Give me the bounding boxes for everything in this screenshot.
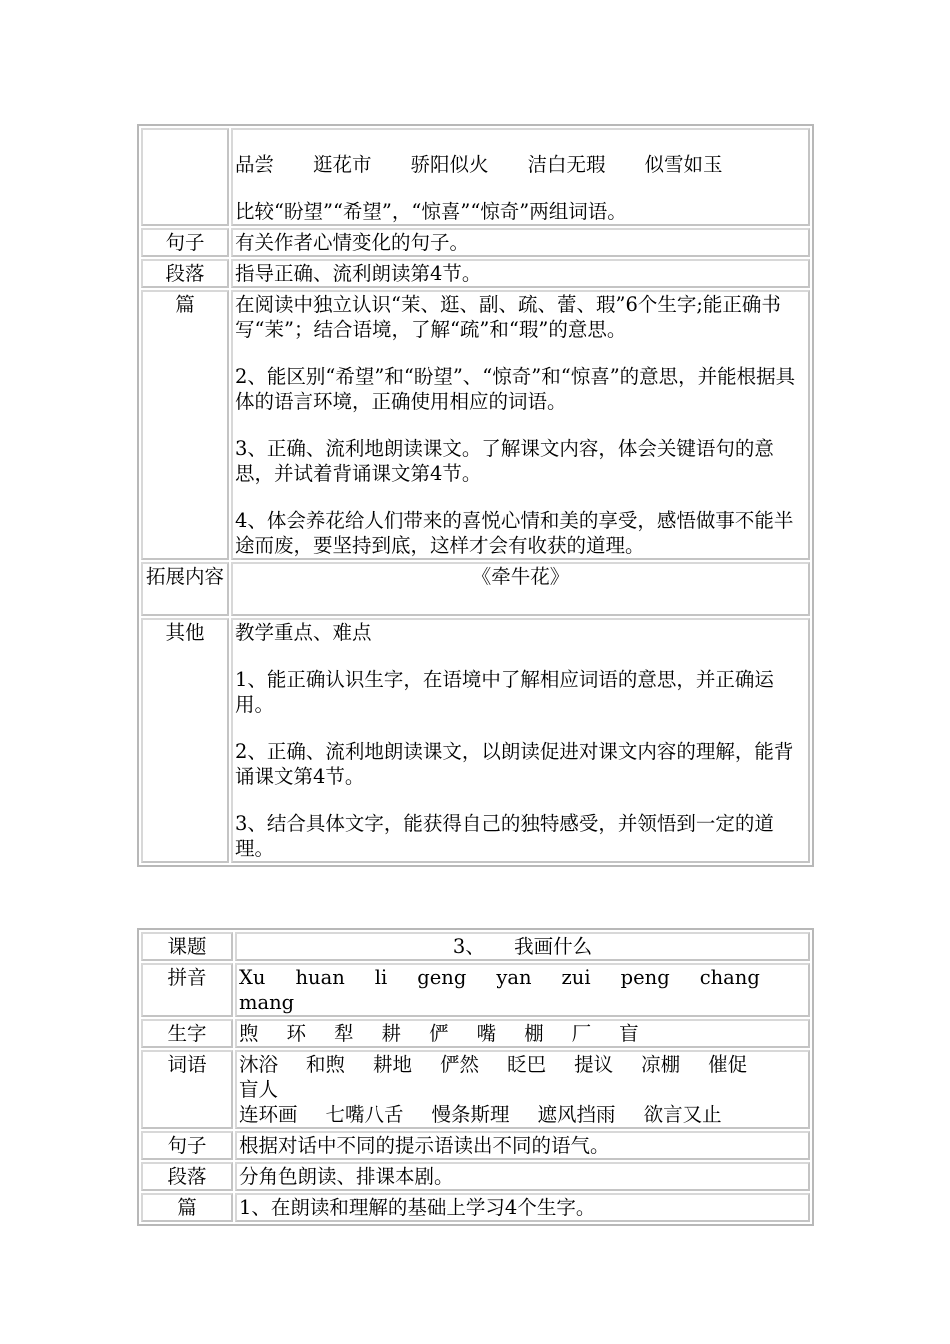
row-label-words: 词语 — [141, 1050, 233, 1129]
passage-goal-2: 2、能区别“希望”和“盼望”、“惊奇”和“惊喜”的意思，并能根据具体的语言环境，正确使用相应的词语。 — [235, 365, 796, 413]
row-content — [231, 618, 810, 863]
row-content — [231, 562, 810, 616]
word-item: 和煦 — [306, 1053, 346, 1076]
table-row — [141, 618, 810, 863]
row-content — [231, 128, 810, 226]
word-item: 盲人 — [239, 1078, 279, 1101]
table-row — [141, 1162, 810, 1191]
row-label-paragraph: 段落 — [141, 259, 229, 288]
table-row — [141, 1131, 810, 1160]
key-point-1: 1、能正确认识生字，在语境中了解相应词语的意思，并正确运用。 — [235, 668, 774, 716]
row-label-extension: 拓展内容 — [141, 562, 229, 616]
table-row — [141, 128, 810, 226]
word-line-1 — [239, 1052, 806, 1102]
row-label-pinyin: 拼音 — [141, 963, 233, 1017]
lesson-table-2 — [137, 124, 814, 867]
pinyin-item: Xu — [239, 966, 266, 989]
sentence-text: 根据对话中不同的提示语读出不同的语气。 — [235, 1131, 810, 1160]
passage-goal-4: 4、体会养花给人们带来的喜悦心情和美的享受，感悟做事不能半途而废，要坚持到底，这样才会有收获的道理。 — [235, 509, 794, 557]
character-item: 耕 — [381, 1022, 402, 1045]
character-item: 棚 — [524, 1022, 544, 1045]
sentence-text: 有关作者心情变化的句子。 — [235, 231, 470, 254]
character-item: 俨 — [429, 1022, 449, 1045]
row-label-characters: 生字 — [141, 1019, 233, 1048]
word-item: 欲言又止 — [643, 1103, 722, 1126]
key-point-3: 3、结合具体文字，能获得自己的独特感受，并领悟到一定的道理。 — [235, 812, 774, 860]
word-item: 催促 — [708, 1053, 748, 1076]
lesson-title: 3、 我画什么 — [235, 932, 810, 961]
row-label-other: 其他 — [141, 618, 229, 863]
row-label-passage: 篇 — [141, 290, 229, 560]
character-item: 煦 — [239, 1022, 259, 1045]
character-list — [235, 1019, 810, 1048]
paragraph-text: 分角色朗读、排课本剧。 — [235, 1162, 810, 1191]
pinyin-item: zui — [561, 966, 591, 989]
passage-goal-3: 3、正确、流利地朗读课文。了解课文内容，体会关键语句的意思，并试着背诵课文第4节。 — [235, 437, 774, 485]
word-item: 俨然 — [440, 1053, 480, 1076]
pinyin-item: yan — [496, 966, 532, 989]
word-item: 遮风挡雨 — [537, 1103, 616, 1126]
pinyin-item: li — [374, 966, 388, 989]
paragraph-text: 指导正确、流利朗读第4节。 — [235, 262, 482, 285]
vocab-line: 品尝 逛花市 骄阳似火 洁白无瑕 似雪如玉 — [235, 153, 723, 176]
extension-title: 《牵牛花》 — [471, 565, 570, 588]
word-item: 眨巴 — [507, 1053, 547, 1076]
character-item: 犁 — [334, 1022, 354, 1045]
row-label-sentence: 句子 — [141, 1131, 233, 1160]
row-content — [231, 290, 810, 560]
row-label-title: 课题 — [141, 932, 233, 961]
passage-goal-1: 在阅读中独立认识“茉、逛、副、疏、蕾、瑕”6个生字;能正确书写“茉”；结合语境，了解“疏”和“瑕”的意思。 — [235, 293, 781, 341]
key-points-heading: 教学重点、难点 — [235, 621, 372, 644]
word-item: 沐浴 — [239, 1053, 279, 1076]
character-item: 厂 — [571, 1022, 592, 1045]
table-row — [141, 228, 810, 257]
lesson-table-3 — [137, 928, 814, 1226]
table-row — [141, 290, 810, 560]
pinyin-item: huan — [295, 966, 345, 989]
pinyin-item: peng — [620, 966, 670, 989]
word-item: 七嘴八舌 — [325, 1103, 404, 1126]
pinyin-item: chang — [699, 966, 760, 989]
word-item: 耕地 — [373, 1053, 413, 1076]
row-label-sentence: 句子 — [141, 228, 229, 257]
character-item: 盲 — [619, 1022, 639, 1045]
table-row — [141, 1193, 810, 1222]
table-row — [141, 932, 810, 961]
table-row — [141, 259, 810, 288]
word-list — [235, 1050, 810, 1129]
table-row — [141, 963, 810, 1017]
compare-line: 比较“盼望”“希望”，“惊喜”“惊奇”两组词语。 — [235, 200, 627, 223]
word-item: 慢条斯理 — [431, 1103, 510, 1126]
word-item: 提议 — [574, 1053, 614, 1076]
word-line-2 — [239, 1102, 806, 1127]
passage-text: 1、在朗读和理解的基础上学习4个生字。 — [235, 1193, 810, 1222]
key-point-2: 2、正确、流利地朗读课文，以朗读促进对课文内容的理解，能背诵课文第4节。 — [235, 740, 794, 788]
row-label-passage: 篇 — [141, 1193, 233, 1222]
character-item: 嘴 — [476, 1022, 497, 1045]
row-label — [141, 128, 229, 226]
table-row — [141, 1050, 810, 1129]
pinyin-item: mang — [239, 991, 295, 1014]
word-item: 凉棚 — [641, 1053, 681, 1076]
table-row — [141, 562, 810, 616]
pinyin-item: geng — [417, 966, 467, 989]
table-row — [141, 1019, 810, 1048]
row-content — [231, 259, 810, 288]
pinyin-list — [235, 963, 810, 1017]
row-label-paragraph: 段落 — [141, 1162, 233, 1191]
word-item: 连环画 — [239, 1103, 298, 1126]
character-item: 环 — [286, 1022, 307, 1045]
row-content — [231, 228, 810, 257]
